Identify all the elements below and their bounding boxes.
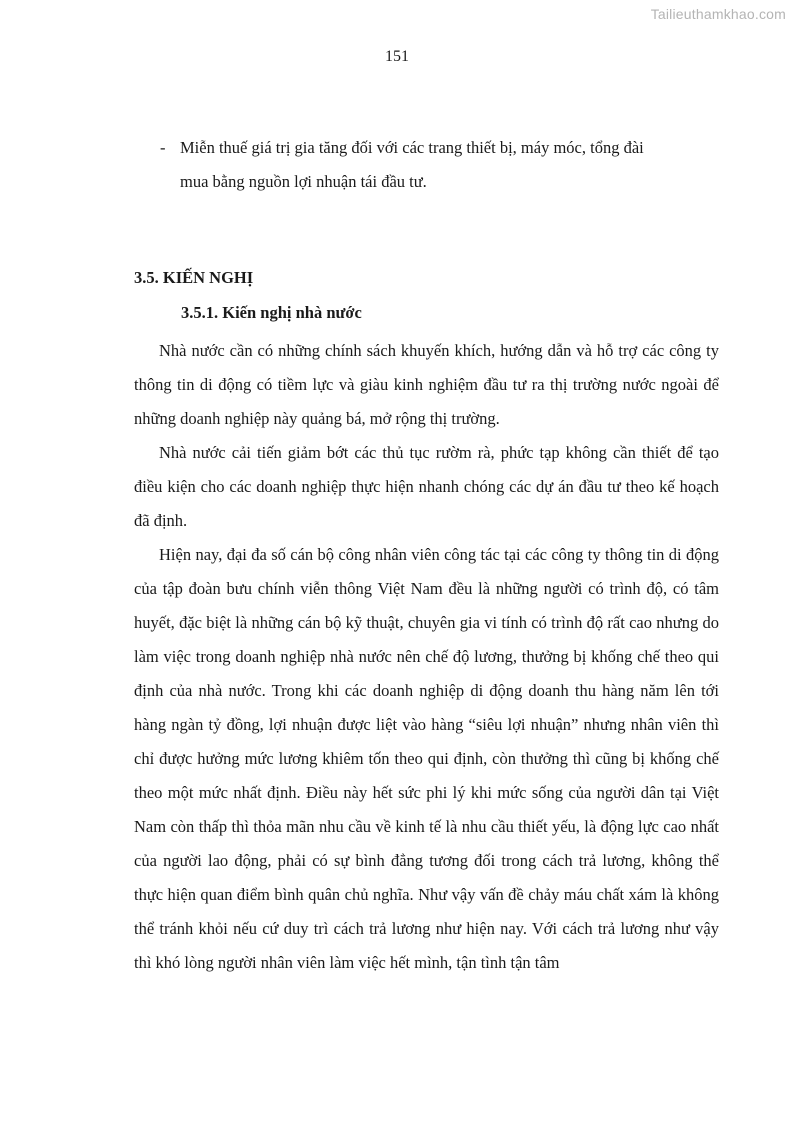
bullet-marker: -: [160, 138, 166, 157]
paragraph: Nhà nước cần có những chính sách khuyến khích, hướng dẫn và hỗ trợ các công ty thông tin di động có tiềm lực và giàu kinh nghiệm đầu tư ra thị trường nước ngoài để những doanh nghiệp này quảng bá, mở rộng thị trường.: [134, 341, 719, 428]
paragraph: Nhà nước cải tiến giảm bớt các thủ tục rườm rà, phức tạp không cần thiết để tạo điều kiện cho các doanh nghiệp thực hiện nhanh chóng các dự án đầu tư theo kế hoạch đã định.: [134, 443, 719, 530]
body-text: [134, 334, 719, 980]
paragraph: Hiện nay, đại đa số cán bộ công nhân viên công tác tại các công ty thông tin di động của tập đoàn bưu chính viễn thông Việt Nam đều là những người có trình độ, có tâm huyết, đặc biệt là những cán bộ kỹ thuật, chuyên gia vi tính có trình độ rất cao nhưng do làm việc trong doanh nghiệp nhà nước nên chế độ lương, thưởng bị khống chế theo qui định của nhà nước. Trong khi các doanh nghiệp di động doanh thu hàng năm lên tới hàng ngàn tỷ đồng, lợi nhuận được liệt vào hàng “siêu lợi nhuận” nhưng nhân viên thì chỉ được hưởng mức lương khiêm tốn theo qui định, còn thưởng thì cũng bị khống chế theo một mức nhất định. Điều này hết sức phi lý khi mức sống của người dân tại Việt Nam còn thấp thì thỏa mãn nhu cầu về kinh tế là nhu cầu thiết yếu, là động lực cao nhất của người lao động, phải có sự bình đẳng tương đối trong cách trả lương, không thể thực hiện quan điểm bình quân chủ nghĩa. Như vậy vấn đề chảy máu chất xám là không thể tránh khỏi nếu cứ duy trì cách trả lương như hiện nay. Với cách trả lương như vậy thì khó lòng người nhân viên làm việc hết mình, tận tình tận tâm: [134, 545, 719, 972]
bullet-text-line-1: Miễn thuế giá trị gia tăng đối với các trang thiết bị, máy móc, tổng đài: [180, 138, 644, 157]
watermark: Tailieuthamkhao.com: [650, 6, 786, 22]
section-heading: 3.5. KIẾN NGHỊ: [134, 268, 254, 287]
bullet-text-line-2: mua bằng nguồn lợi nhuận tái đầu tư.: [180, 172, 427, 191]
bullet-item: [160, 131, 720, 199]
page-number: 151: [385, 48, 409, 65]
sub-heading: 3.5.1. Kiến nghị nhà nước: [181, 303, 362, 322]
